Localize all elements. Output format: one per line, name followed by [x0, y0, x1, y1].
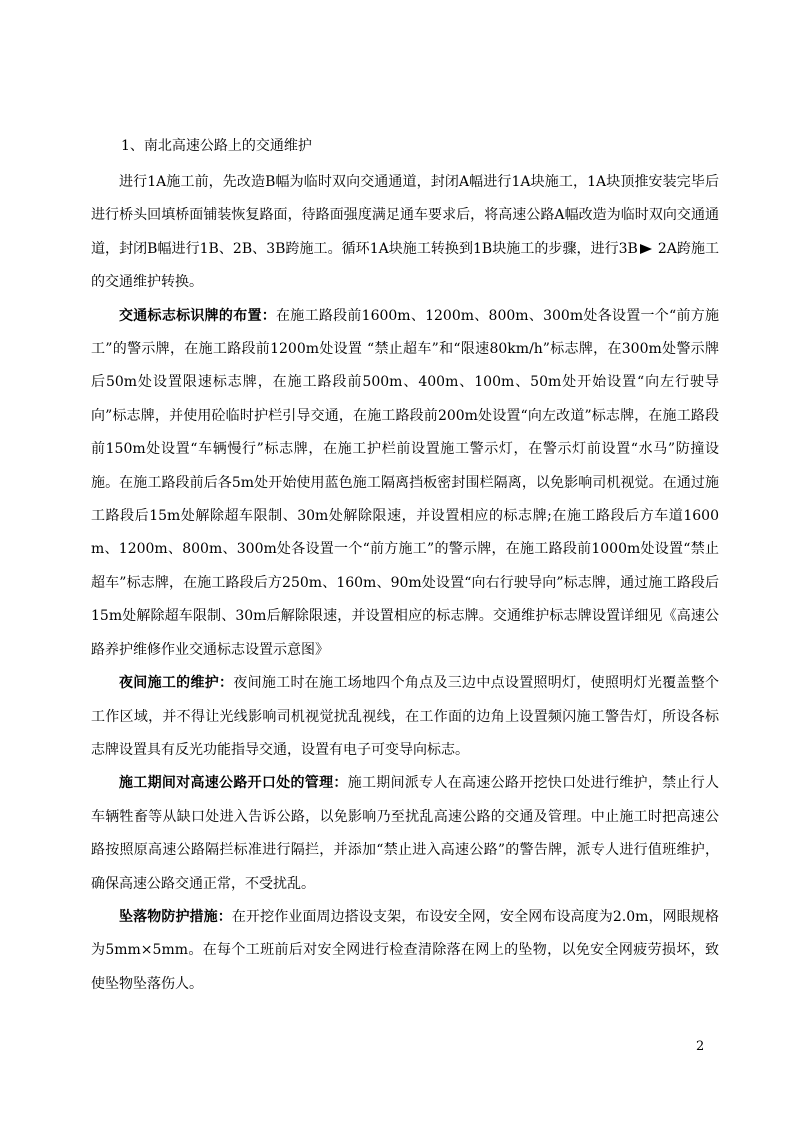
paragraph-opening-management	[91, 767, 719, 901]
paragraph-falling-object-protection	[91, 901, 719, 1001]
document-body	[91, 166, 719, 1001]
paragraph-traffic-signs	[91, 300, 719, 667]
paragraph-text: 在施工路段前1600m、1200m、800m、300m处各设置一个“前方施工”的警示牌，在施工路段前1200m处设置 “禁止超车”和“限速80km/h”标志牌，在300m处警示牌后50m处设置限速标志牌，在施工路段前500m、400m、100m、50m处开始设置“向左行驶导向”标志牌，并使用砼临时护栏引导交通，在施工路段前200m处设置“向左改道”标志牌，在施工路段前150m处设置“车辆慢行”标志牌，在施工护栏前设置施工警示灯，在警示灯前设置“水马”防撞设施。在施工路段前后各5m处开始使用蓝色施工隔离挡板密封围栏隔离，以免影响司机视觉。在通过施工路段后15m处解除超车限制、30m处解除限速，并设置相应的标志牌;在施工路段后方车道1600m、1200m、800m、300m处各设置一个“前方施工”的警示牌，在施工路段前1000m处设置“禁止超车”标志牌，在施工路段后方250m、160m、90m处设置“向右行驶导向”标志牌，通过施工路段后15m处解除超车限制、30m后解除限速，并设置相应的标志牌。交通维护标志牌设置详细见《高速公路养护维修作业交通标志设置示意图》	[91, 307, 719, 658]
paragraph-text: 2A跨施工的交通维护转换。	[91, 240, 719, 291]
paragraph-lead: 交通标志标识牌的布置：	[119, 307, 277, 324]
page-number: 2	[696, 1039, 705, 1054]
paragraph-lead: 夜间施工的维护：	[119, 675, 234, 692]
section-heading: 1、南北高速公路上的交通维护	[121, 138, 312, 154]
paragraph-lead: 坠落物防护措施：	[119, 908, 232, 925]
paragraph-text: 在开挖作业面周边搭设支架，布设安全网，安全网布设高度为2.0m，网眼规格为5mm×5mm。在每个工班前后对安全网进行检查清除落在网上的坠物，以免安全网疲劳损坏，致使坠物坠落伤人。	[91, 908, 719, 992]
paragraph-construction-sequence	[91, 166, 719, 300]
paragraph-text: 施工期间派专人在高速公路开挖快口处进行维护，禁止行人车辆牲畜等从缺口处进入告诉公路，以免影响乃至扰乱高速公路的交通及管理。中止施工时把高速公路按照原高速公路隔拦标准进行隔拦，并添加“禁止进入高速公路”的警告牌，派专人进行值班维护，确保高速公路交通正常，不受扰乱。	[91, 775, 720, 892]
paragraph-text: 夜间施工时在施工场地四个角点及三边中点设置照明灯，使照明灯光覆盖整个工作区域，并不得让光线影响司机视觉扰乱视线，在工作面的边角上设置频闪施工警告灯，所设各标志牌设置具有反光功能指导交通，设置有电子可变导向标志。	[91, 675, 720, 758]
paragraph-text: 进行1A施工前，先改造B幅为临时双向交通通道，封闭A幅进行1A块施工，1A块顶推安装完毕后进行桥头回填桥面铺装恢复路面，待路面强度满足通车要求后，将高速公路A幅改造为临时双向交通通道，封闭B幅进行1B、2B、3B跨施工。循环1A块施工转换到1B块施工的步骤，进行3B	[91, 174, 719, 257]
paragraph-night-construction	[91, 667, 719, 767]
paragraph-lead: 施工期间对高速公路开口处的管理：	[119, 775, 348, 792]
right-arrow-icon	[640, 244, 652, 254]
